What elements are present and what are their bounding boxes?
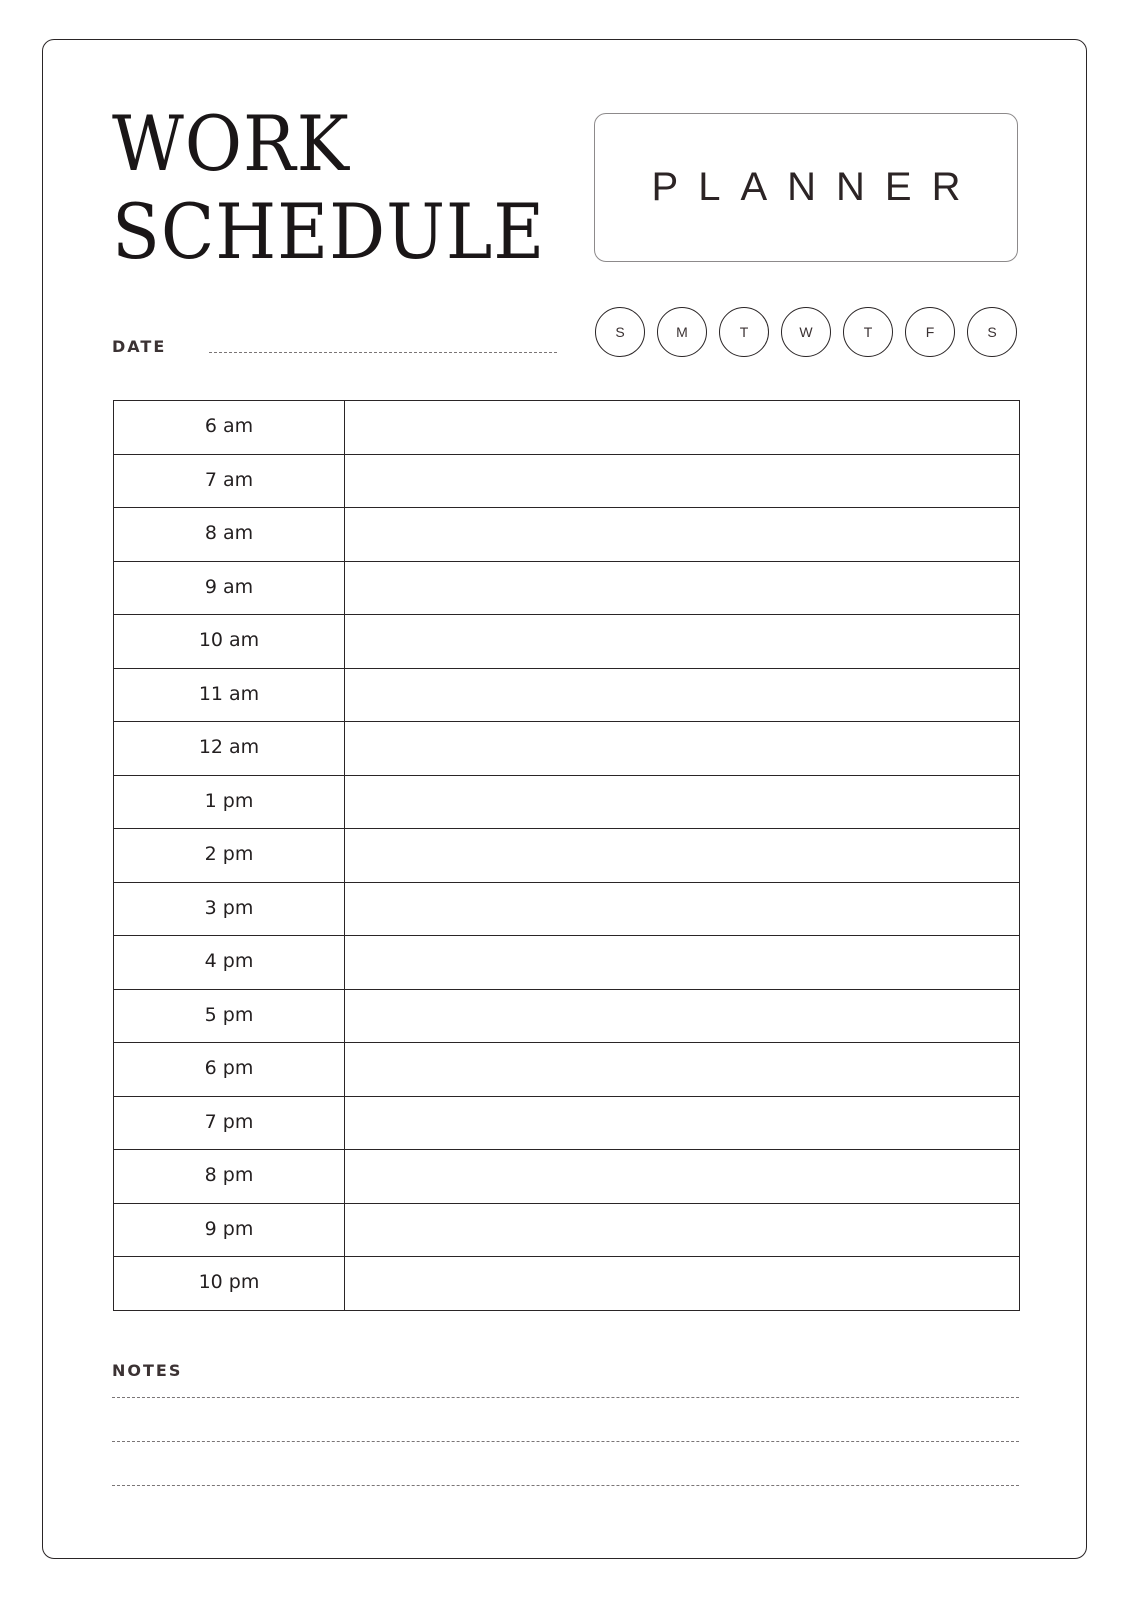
schedule-row [114,1203,1020,1257]
schedule-row [114,1096,1020,1150]
notes-line[interactable] [112,1397,1019,1398]
planner-label: PLANNER [651,165,981,209]
entry-cell[interactable] [345,668,1020,722]
planner-box [594,113,1018,262]
day-circle-monday[interactable]: M [657,307,707,357]
schedule-row [114,561,1020,615]
date-field-line[interactable] [209,352,557,353]
schedule-row [114,1043,1020,1097]
time-label: 10 am [114,615,345,669]
entry-cell[interactable] [345,882,1020,936]
time-label: 8 am [114,508,345,562]
entry-cell[interactable] [345,1043,1020,1097]
time-label: 8 pm [114,1150,345,1204]
entry-cell[interactable] [345,775,1020,829]
time-label: 10 pm [114,1257,345,1311]
entry-cell[interactable] [345,508,1020,562]
schedule-row [114,508,1020,562]
schedule-row [114,722,1020,776]
entry-cell[interactable] [345,829,1020,883]
day-circle-thursday[interactable]: T [843,307,893,357]
entry-cell[interactable] [345,1203,1020,1257]
entry-cell[interactable] [345,454,1020,508]
time-label: 7 pm [114,1096,345,1150]
schedule-row [114,882,1020,936]
time-label: 3 pm [114,882,345,936]
schedule-row [114,1150,1020,1204]
notes-line[interactable] [112,1441,1019,1442]
schedule-row [114,454,1020,508]
time-label: 4 pm [114,936,345,990]
time-label: 11 am [114,668,345,722]
schedule-row [114,1257,1020,1311]
day-circle-saturday[interactable]: S [967,307,1017,357]
entry-cell[interactable] [345,1257,1020,1311]
time-label: 6 pm [114,1043,345,1097]
day-circle-sunday[interactable]: S [595,307,645,357]
schedule-row [114,989,1020,1043]
schedule-row [114,615,1020,669]
entry-cell[interactable] [345,722,1020,776]
time-label: 9 pm [114,1203,345,1257]
page-title [112,100,545,276]
notes-line[interactable] [112,1485,1019,1486]
entry-cell[interactable] [345,936,1020,990]
entry-cell[interactable] [345,615,1020,669]
time-label: 1 pm [114,775,345,829]
schedule-row [114,829,1020,883]
weekday-selector [595,307,1017,357]
schedule-row [114,401,1020,455]
time-label: 2 pm [114,829,345,883]
date-label: DATE [112,337,167,356]
notes-label: NOTES [112,1361,183,1380]
day-circle-friday[interactable]: F [905,307,955,357]
time-label: 6 am [114,401,345,455]
entry-cell[interactable] [345,1096,1020,1150]
title-line-schedule: SCHEDULE [112,187,546,276]
entry-cell[interactable] [345,561,1020,615]
title-line-work: WORK [112,99,350,188]
time-label: 12 am [114,722,345,776]
schedule-row [114,668,1020,722]
entry-cell[interactable] [345,401,1020,455]
day-circle-tuesday[interactable]: T [719,307,769,357]
time-label: 7 am [114,454,345,508]
entry-cell[interactable] [345,1150,1020,1204]
time-label: 5 pm [114,989,345,1043]
day-circle-wednesday[interactable]: W [781,307,831,357]
schedule-row [114,775,1020,829]
entry-cell[interactable] [345,989,1020,1043]
time-label: 9 am [114,561,345,615]
schedule-row [114,936,1020,990]
schedule-table [113,400,1020,1311]
